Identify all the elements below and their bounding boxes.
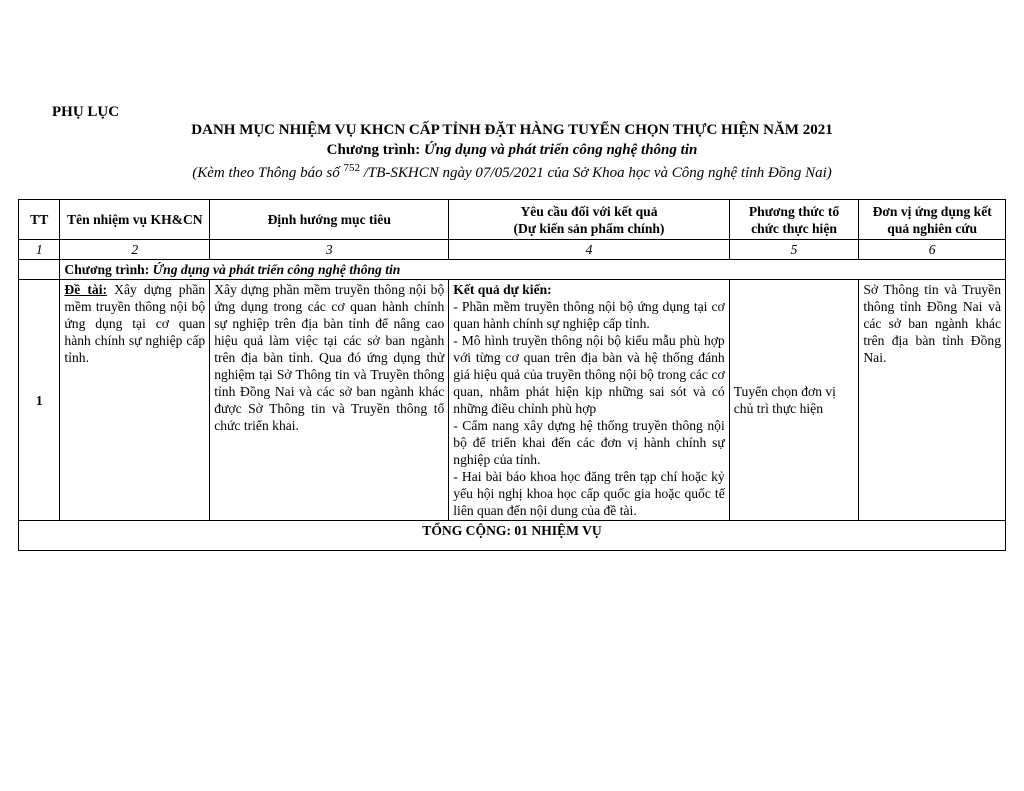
program-name: Ứng dụng và phát triển công nghệ thông tin — [423, 142, 698, 158]
results-label: Kết quả dự kiến: — [453, 282, 552, 297]
index-cell: 2 — [60, 240, 210, 260]
total-row — [19, 521, 1006, 551]
header-task-name: Tên nhiệm vụ KH&CN — [60, 200, 210, 240]
annex-reference — [0, 162, 1024, 182]
row-task — [60, 280, 210, 521]
annex-after: /2021 của Sở Khoa học và Công nghệ tỉnh Đồng Nai) — [509, 165, 832, 181]
row-method: Tuyển chọn đơn vị chủ trì thực hiện — [729, 280, 859, 521]
index-cell: 6 — [859, 240, 1006, 260]
program-row-prefix: Chương trình: — [64, 262, 153, 277]
program-row — [19, 260, 1006, 280]
annex-middle: /TB-SKHCN ngày — [359, 165, 476, 181]
document-title: DANH MỤC NHIỆM VỤ KHCN CẤP TỈNH ĐẶT HÀNG TUYỂN CHỌN THỰC HIỆN NĂM 2021 — [191, 122, 833, 138]
annex-day: 07 — [475, 165, 491, 181]
header-objective: Định hướng mục tiêu — [210, 200, 449, 240]
row-results — [449, 280, 729, 521]
index-row — [19, 240, 1006, 260]
program-row-empty — [19, 260, 60, 280]
annex-sep: / — [490, 165, 495, 181]
result-item: - Hai bài báo khoa học đăng trên tạp chí hoặc kỷ yếu hội nghị khoa học cấp quốc gia hoặc quốc tế liên quan đến nội dung của đề tài. — [453, 469, 725, 518]
annex-before: (Kèm theo Thông báo số — [192, 165, 344, 181]
header-unit: Đơn vị ứng dụng kết quả nghiên cứu — [859, 200, 1006, 240]
result-item: - Phần mềm truyền thông nội bộ ứng dụng tại cơ quan hành chính sự nghiệp cấp tỉnh. — [453, 299, 725, 331]
result-item: - Cẩm nang xây dựng hệ thống truyền thông nội bộ để triển khai đến các đơn vị hành chính sự nghiệp của tỉnh. — [453, 418, 725, 467]
index-cell: 3 — [210, 240, 449, 260]
index-cell: 4 — [449, 240, 729, 260]
table-row — [19, 280, 1006, 521]
program-title — [0, 142, 1024, 159]
program-prefix: Chương trình: — [326, 142, 424, 158]
program-row-name: Ứng dụng và phát triển công nghệ thông tin — [152, 262, 401, 277]
row-objective: Xây dựng phần mềm truyền thông nội bộ ứng dụng trong các cơ quan hành chính sự nghiệp trên địa bàn tỉnh để nâng cao hiệu quả làm việc tại các sở ban ngành trên địa bàn tỉnh. Qua đó ứng dụng thử nghiệm tại Sở Thông tin và Truyền thông tỉnh Đồng Nai và các sở ban ngành khác được Sở Thông tin và Truyền thông tổ chức triển khai. — [210, 280, 449, 521]
header-requirements — [449, 200, 729, 240]
annex-month: 05 — [494, 165, 510, 181]
task-label: Đề tài: — [64, 282, 108, 297]
header-requirements-line1: Yêu cầu đối với kết quả — [520, 203, 658, 219]
result-item: - Mô hình truyền thông nội bộ kiểu mẫu phù hợp với từng cơ quan trên địa bàn và hệ thống đánh giá hiệu quả của truyền thông nội bộ trong các cơ quan, nhằm phát hiện kịp những sai sót và có những điều chỉnh phù hợp — [453, 333, 725, 416]
annex-number: 752 — [343, 162, 360, 174]
total-cell: TỔNG CỘNG: 01 NHIỆM VỤ — [19, 521, 1006, 551]
index-cell: 1 — [19, 240, 60, 260]
row-tt: 1 — [19, 280, 60, 521]
header-tt: TT — [19, 200, 60, 240]
header-requirements-line2: (Dự kiến sản phẩm chính) — [513, 220, 665, 236]
index-cell: 5 — [729, 240, 859, 260]
task-text: Xây dựng phần mềm truyền thông nội bộ ứng dụng tại cơ quan hành chính sự nghiệp cấp tỉnh. — [64, 282, 206, 365]
header-row — [19, 200, 1006, 240]
row-unit: Sở Thông tin và Truyền thông tỉnh Đồng Nai và các sở ban ngành khác trên địa bàn tỉnh Đồng Nai. — [859, 280, 1006, 521]
appendix-label: PHỤ LỤC — [52, 104, 120, 120]
task-table — [18, 199, 1006, 551]
program-row-cell — [60, 260, 1006, 280]
header-method: Phương thức tổ chức thực hiện — [729, 200, 859, 240]
